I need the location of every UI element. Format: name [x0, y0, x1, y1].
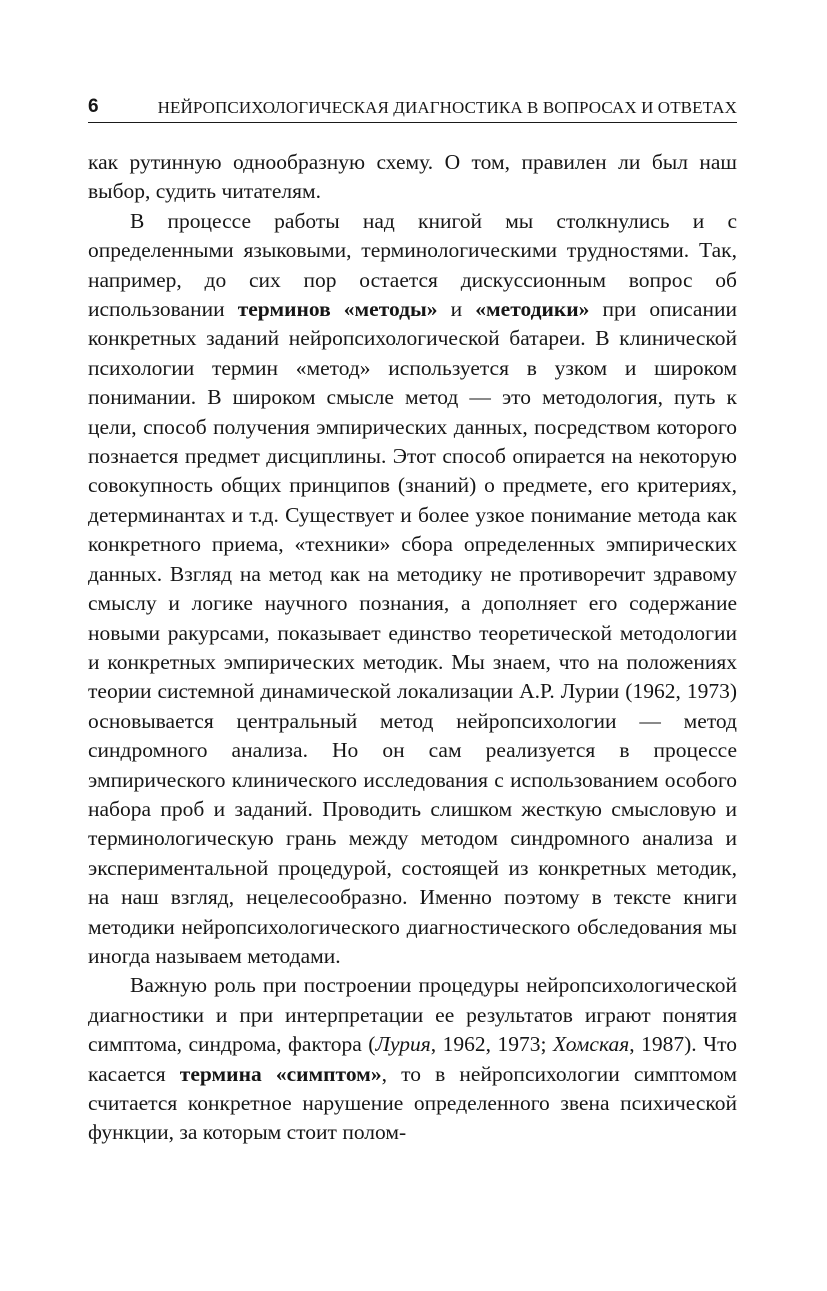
term-methodics: «методики» — [475, 297, 590, 322]
paragraph-3-text-c: , 1987). Что касается — [88, 1032, 737, 1086]
paragraph-3-text-a: Важную роль при построении процедуры нейропсихологической диагностики и при интерпретации ее результатов играют понятия симптома, синдрома, фактора ( — [88, 973, 737, 1057]
paragraph-3-text-d: , то в нейропсихологии симптомом считается конкретное нарушение определенного звена психической функции, за которым стоит полом- — [88, 1061, 737, 1145]
paragraph-1 — [88, 148, 737, 207]
paragraph-2-text-a: В процессе работы над книгой мы столкнулись и с определенными языковыми, терминологическими трудностями. Так, например, до сих пор остается дискуссионным вопрос об использовании — [88, 208, 737, 322]
running-header — [88, 96, 737, 123]
paragraph-2-text-c: при описании конкретных заданий нейропсихологической батареи. В клинической психологии термин «метод» используется в узком и широком понимании. В широком смысле метод — это методология, путь к цели, способ получения эмпирических данных, посредством которого познается предмет дисциплины. Этот способ опирается на некоторую совокупность общих принципов (знаний) о предмете, его критериях, детерминантах и т.д. Существует и более узкое понимание метода как конкретного приема, «техники» сбора определенных эмпирических данных. Взгляд на метод как на методику не противоречит здравому смыслу и логике научного познания, а дополняет его содержание новыми ракурсами, показывает единство теоретической методологии и конкретных эмпирических методик. Мы знаем, что на положениях теории системной динамической локализации А.Р. Лурии (1962, 1973) основывается центральный метод нейропсихологии — метод синдромного анализа. Но он сам реализуется в процессе эмпирического клинического исследования с использованием особого набора проб и заданий. Проводить слишком жесткую смысловую и терминологическую грань между методом синдромного анализа и экспериментальной процедурой, состоящей из конкретных методик, на наш взгляд, нецелесообразно. Именно поэтому в тексте книги методики нейропсихологического диагностического обследования мы иногда называем методами. — [88, 297, 737, 968]
body-text — [88, 148, 737, 1148]
term-symptom: термина «симптом» — [179, 1061, 382, 1086]
citation-khomskaya: Хомская — [553, 1032, 630, 1057]
paragraph-2-text-b: и — [437, 297, 476, 322]
paragraph-3 — [88, 971, 737, 1147]
citation-luria: Лурия — [375, 1032, 431, 1057]
term-methods: терминов «методы» — [237, 297, 438, 322]
paragraph-1-text: как рутинную однообразную схему. О том, правилен ли был наш выбор, судить читателям. — [88, 150, 737, 204]
page-number: 6 — [88, 96, 99, 117]
paragraph-3-text-b: , 1962, 1973; — [430, 1032, 554, 1057]
paragraph-2 — [88, 207, 737, 972]
running-title: НЕЙРОПСИХОЛОГИЧЕСКАЯ ДИАГНОСТИКА В ВОПРОСАХ И ОТВЕТАХ — [157, 98, 737, 117]
